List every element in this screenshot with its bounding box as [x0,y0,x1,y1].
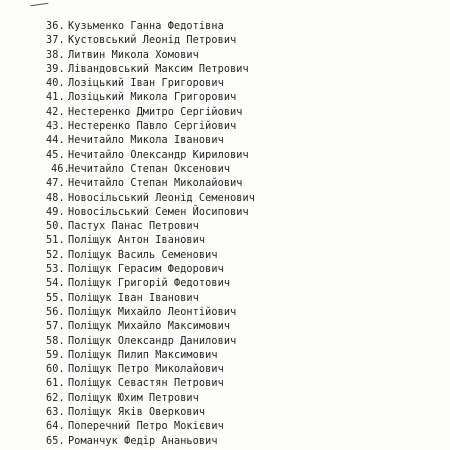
entry-name: Нечитайло Степан Оксенович [68,163,231,175]
entry-number: 60. [46,364,65,376]
list-item [46,49,446,63]
list-item [46,20,446,34]
entry-name: Лозіцький Іван Григорович [68,78,224,90]
list-item [46,77,446,91]
entry-number: 55. [46,292,65,304]
entry-number: 56. [46,306,65,318]
entry-name: Нечитайло Олександр Кирилович [68,149,249,161]
entry-number: 62. [46,392,65,404]
entry-name: Поліщук Пилип Максимович [68,349,218,361]
entry-number: 52. [46,249,65,261]
pen-mark [30,0,49,6]
list-item [46,392,446,406]
list-item [46,120,446,134]
entry-number: 59. [46,349,65,361]
entry-number: 40. [46,78,65,90]
entry-number: 49. [46,206,65,218]
entry-name: Поперечний Петро Мокієвич [68,421,224,433]
list-item [46,206,446,220]
list-item [46,263,446,277]
list-item [46,277,446,291]
entry-name: Поліщук Герасим Федорович [68,264,224,276]
entry-number: 37. [46,35,65,47]
list-item [46,220,446,234]
list-item [46,192,446,206]
list-item [46,91,446,105]
list-item [46,406,446,420]
entry-name: Новосільський Семен Йосипович [68,206,249,218]
entry-number: 43. [46,121,65,133]
entry-number: 46. [51,163,70,175]
entry-number: 51. [46,235,65,247]
entry-number: 48. [46,192,65,204]
entry-number: 42. [46,106,65,118]
entry-number: 65. [46,435,65,447]
list-item [46,249,446,263]
entry-name: Новосільський Леонід Семенович [68,192,256,204]
list-item [46,377,446,391]
entry-number: 58. [46,335,65,347]
list-item [46,134,446,148]
entry-name: Поліщук Яків Оверкович [68,407,206,419]
entry-name: Поліщук Григорій Федотович [68,278,231,290]
entry-name: Нестеренко Дмитро Сергійович [68,106,243,118]
entry-number: 57. [46,321,65,333]
list-item [46,149,446,163]
entry-name: Поліщук Василь Семенович [68,249,218,261]
entry-number: 47. [46,178,65,190]
entry-name: Поліщук Михайло Максимович [68,321,231,333]
entry-name: Кустовський Леонід Петрович [68,35,237,47]
list-item [46,163,446,177]
entry-name: Поліщук Петро Миколайович [68,364,224,376]
entry-name: Пастух Панас Петрович [68,221,199,233]
entry-number: 38. [46,49,65,61]
list-item [46,363,446,377]
entry-number: 64. [46,421,65,433]
entry-name: Лозіцький Микола Григорович [68,92,237,104]
list-item [46,349,446,363]
list-item [46,63,446,77]
entry-number: 44. [46,135,65,147]
entry-number: 45. [46,149,65,161]
entry-name: Поліщук Михайло Леонтійович [68,306,237,318]
name-list [46,20,446,449]
list-item [46,292,446,306]
entry-name: Литвин Микола Хомович [68,49,199,61]
list-item [46,420,446,434]
entry-number: 41. [46,92,65,104]
entry-name: Поліщук Севастян Петрович [68,378,224,390]
entry-name: Поліщук Антон Іванович [68,235,206,247]
list-item [46,435,446,449]
list-item [46,335,446,349]
list-item [46,306,446,320]
entry-name: Нечитайло Степан Миколайович [68,178,243,190]
entry-number: 53. [46,264,65,276]
entry-name: Кузьменко Ганна Федотівна [68,21,224,32]
list-item [46,177,446,191]
entry-number: 50. [46,221,65,233]
entry-number: 39. [46,63,65,75]
list-item [46,106,446,120]
entry-name: Поліщук Олександр Данилович [68,335,237,347]
list-item [46,320,446,334]
entry-name: Поліщук Іван Іванович [68,292,199,304]
entry-name: Романчук Федір Ананьович [68,435,218,447]
list-item [46,234,446,248]
entry-name: Поліщук Юхим Петрович [68,392,199,404]
entry-number: 61. [46,378,65,390]
entry-number: 54. [46,278,65,290]
entry-name: Лівандовський Максим Петрович [68,63,249,75]
list-item [46,34,446,48]
entry-number: 63. [46,407,65,419]
entry-name: Нечитайло Микола Іванович [68,135,224,147]
entry-name: Нестеренко Павло Сергійович [68,121,237,133]
entry-number: 36. [46,21,65,32]
